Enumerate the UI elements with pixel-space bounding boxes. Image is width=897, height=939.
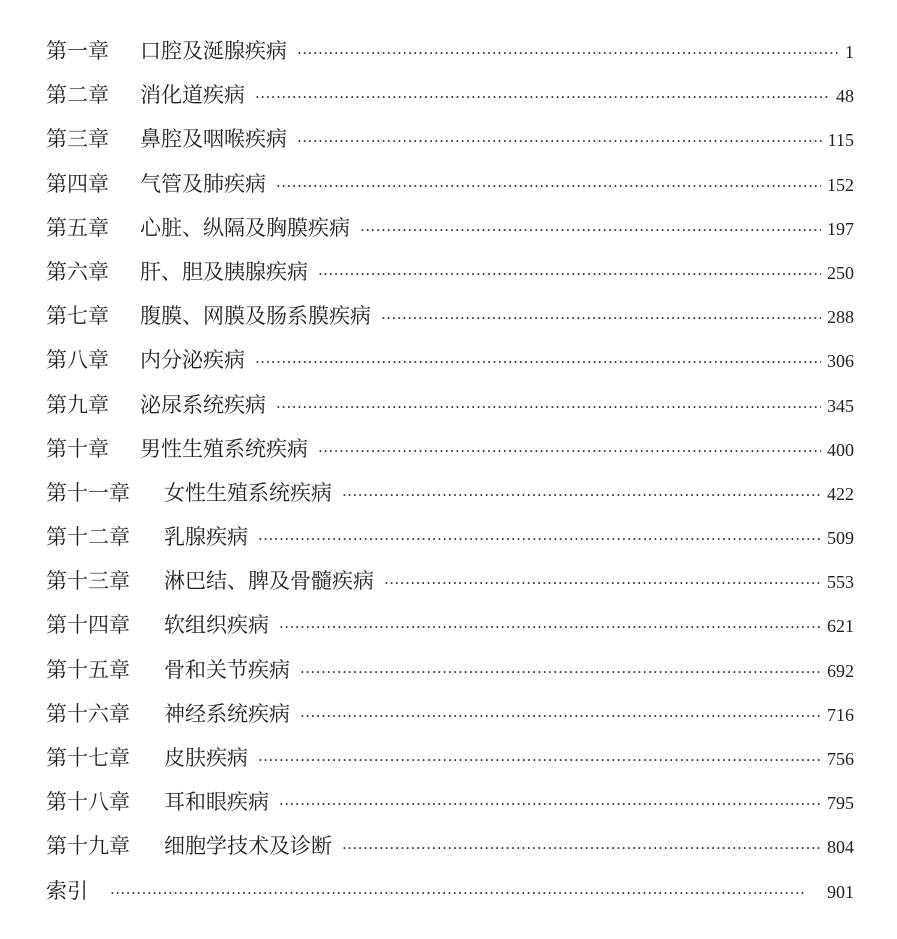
page-number: 288	[827, 307, 854, 328]
page-number: 804	[827, 837, 854, 858]
toc-entry-chapter-14[interactable]	[46, 603, 854, 647]
page-number: 197	[827, 218, 854, 239]
chapter-number: 第十一章	[46, 480, 130, 505]
chapter-number: 第五章	[46, 215, 109, 240]
chapter-number: 第十五章	[46, 657, 130, 682]
page-number: 553	[827, 572, 854, 593]
page-number: 115	[827, 130, 854, 151]
chapter-title: 软组织疾病	[164, 613, 269, 638]
chapter-title: 神经系统疾病	[164, 701, 290, 726]
chapter-number: 第十章	[46, 436, 109, 461]
dot-leader	[279, 782, 821, 826]
toc-entry-chapter-8[interactable]	[46, 338, 854, 382]
toc-entry-chapter-17[interactable]	[46, 736, 854, 780]
chapter-number: 第十二章	[46, 525, 130, 550]
dot-leader	[300, 650, 821, 694]
chapter-title: 女性生殖系统疾病	[164, 480, 332, 505]
dot-leader	[384, 561, 821, 605]
toc-entry-chapter-3[interactable]	[46, 117, 854, 161]
toc-entry-chapter-5[interactable]	[46, 206, 854, 250]
chapter-title: 消化道疾病	[140, 83, 245, 108]
toc-entry-chapter-2[interactable]	[46, 73, 854, 117]
dot-leader	[360, 208, 821, 252]
page-number: 422	[827, 483, 854, 504]
toc-entry-chapter-10[interactable]	[46, 427, 854, 471]
page-number: 716	[827, 704, 854, 725]
toc-entry-chapter-13[interactable]	[46, 559, 854, 603]
chapter-title: 腹膜、网膜及肠系膜疾病	[140, 304, 371, 329]
toc-entry-index[interactable]	[46, 869, 854, 913]
page-number: 400	[827, 439, 854, 460]
page-number: 1	[845, 42, 854, 62]
dot-leader	[342, 473, 821, 517]
toc-entry-chapter-15[interactable]	[46, 648, 854, 692]
chapter-title: 气管及肺疾病	[140, 171, 266, 196]
chapter-number: 第十八章	[46, 790, 130, 815]
dot-leader	[297, 31, 839, 75]
chapter-title: 淋巴结、脾及骨髓疾病	[164, 569, 374, 594]
page-number: 692	[827, 660, 854, 681]
chapter-number: 第十三章	[46, 569, 130, 594]
dot-leader	[279, 605, 821, 649]
chapter-number: 第十九章	[46, 834, 130, 859]
page-number: 795	[827, 793, 854, 814]
toc-entry-chapter-16[interactable]	[46, 692, 854, 736]
dot-leader	[342, 826, 821, 870]
chapter-title: 泌尿系统疾病	[140, 392, 266, 417]
chapter-number: 第十六章	[46, 701, 130, 726]
page-number: 345	[827, 395, 854, 416]
chapter-number: 第十七章	[46, 746, 130, 770]
toc-entry-chapter-7[interactable]	[46, 294, 854, 338]
dot-leader	[258, 517, 821, 561]
page-number: 901	[827, 881, 854, 902]
page-number: 756	[827, 749, 854, 769]
chapter-title: 内分泌疾病	[140, 348, 245, 373]
chapter-number: 第二章	[46, 83, 109, 108]
chapter-number: 第四章	[46, 171, 109, 196]
page-number: 152	[827, 174, 854, 195]
toc-entry-chapter-1[interactable]	[46, 29, 854, 73]
dot-leader	[255, 75, 830, 119]
toc-entry-chapter-12[interactable]	[46, 515, 854, 559]
page-number: 250	[827, 262, 854, 283]
dot-leader	[381, 296, 821, 340]
chapter-title: 皮肤疾病	[164, 746, 248, 770]
dot-leader	[318, 252, 821, 296]
dot-leader	[318, 429, 821, 473]
chapter-number: 第九章	[46, 392, 109, 417]
toc-entry-chapter-18[interactable]	[46, 780, 854, 824]
page-number: 48	[836, 86, 854, 107]
chapter-title: 耳和眼疾病	[164, 790, 269, 815]
index-label: 索引	[46, 878, 88, 903]
chapter-title: 肝、胆及胰腺疾病	[140, 259, 308, 284]
chapter-title: 心脏、纵隔及胸膜疾病	[140, 215, 350, 240]
chapter-title: 骨和关节疾病	[164, 657, 290, 682]
chapter-title: 口腔及涎腺疾病	[140, 39, 287, 63]
chapter-title: 乳腺疾病	[164, 525, 248, 550]
chapter-number: 第七章	[46, 304, 109, 329]
toc-entry-chapter-11[interactable]	[46, 471, 854, 515]
chapter-title: 细胞学技术及诊断	[164, 834, 332, 859]
table-of-contents	[46, 29, 854, 913]
dot-leader	[255, 340, 821, 384]
chapter-number: 第三章	[46, 127, 109, 152]
chapter-number: 第八章	[46, 348, 109, 373]
dot-leader	[276, 164, 821, 208]
toc-entry-chapter-6[interactable]	[46, 250, 854, 294]
page-number: 306	[827, 351, 854, 372]
dot-leader	[276, 385, 821, 429]
toc-entry-chapter-9[interactable]	[46, 383, 854, 427]
dot-leader	[297, 119, 822, 163]
page-number: 509	[827, 528, 854, 549]
chapter-title: 鼻腔及咽喉疾病	[140, 127, 287, 152]
dot-leader	[258, 738, 821, 782]
chapter-number: 第六章	[46, 259, 109, 284]
dot-leader	[300, 694, 821, 738]
chapter-title: 男性生殖系统疾病	[140, 436, 308, 461]
chapter-number: 第十四章	[46, 613, 130, 638]
chapter-number: 第一章	[46, 39, 109, 63]
toc-entry-chapter-4[interactable]	[46, 162, 854, 206]
dot-leader	[110, 871, 821, 915]
page-number: 621	[827, 616, 854, 637]
toc-entry-chapter-19[interactable]	[46, 824, 854, 868]
